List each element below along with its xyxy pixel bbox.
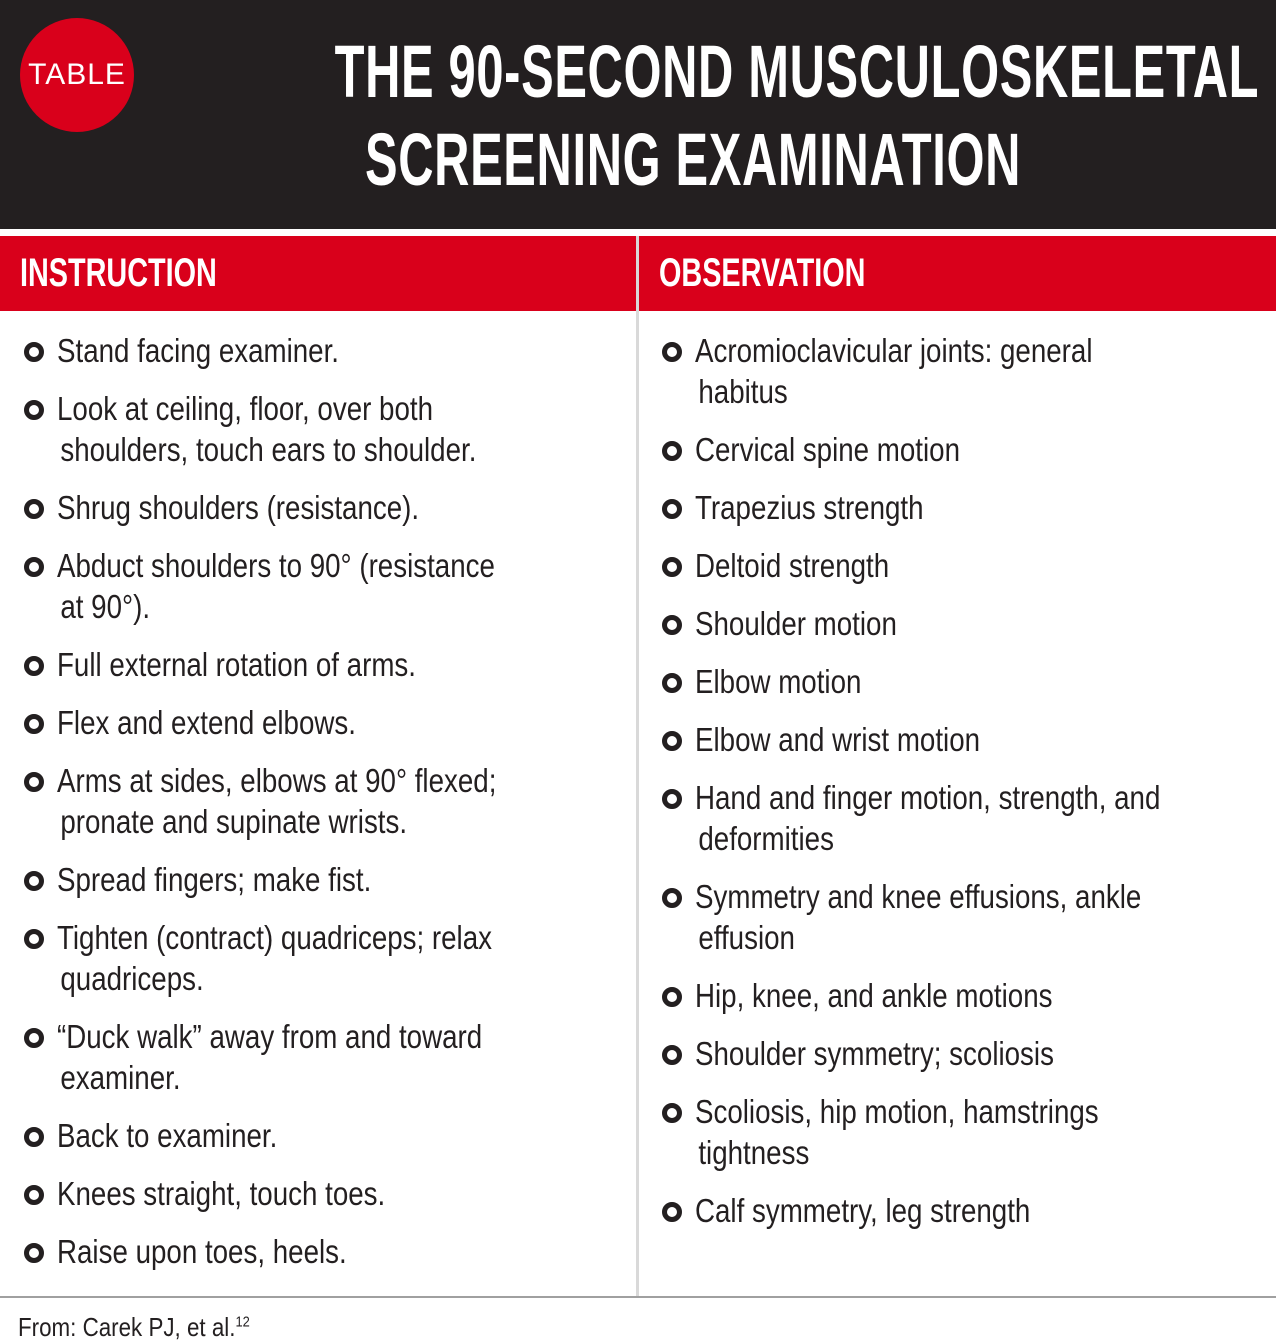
instruction-item xyxy=(22,1231,622,1272)
column-header-observation-label: OBSERVATION xyxy=(659,251,866,295)
table-bottom-rule xyxy=(0,1296,1276,1298)
page-title-line-1: THE 90-SECOND MUSCULOSKELETAL xyxy=(334,30,1260,113)
bullet-icon xyxy=(662,1045,682,1065)
observation-item xyxy=(660,1033,1260,1074)
bullet-icon xyxy=(662,1103,682,1123)
observation-item-text: effusion xyxy=(698,919,795,956)
instruction-item xyxy=(22,1173,622,1214)
instruction-item xyxy=(22,545,622,627)
instruction-item-text: Shrug shoulders (resistance). xyxy=(57,489,420,526)
observation-item-text: Symmetry and knee effusions, ankle xyxy=(695,878,1142,915)
column-header-instruction xyxy=(0,236,636,311)
observation-item-text: Trapezius strength xyxy=(695,489,924,526)
bullet-icon xyxy=(662,673,682,693)
bullet-icon xyxy=(24,1028,44,1048)
bullet-icon xyxy=(24,656,44,676)
instruction-item xyxy=(22,917,622,999)
header-gap xyxy=(0,229,1276,236)
bullet-icon xyxy=(24,1243,44,1263)
bullet-icon xyxy=(662,499,682,519)
observation-item-text: Elbow motion xyxy=(695,663,862,700)
observation-item-text: Hand and finger motion, strength, and xyxy=(695,779,1161,816)
column-header-observation xyxy=(639,236,1276,311)
instruction-list xyxy=(22,330,622,1289)
bullet-icon xyxy=(24,400,44,420)
bullet-icon xyxy=(662,557,682,577)
instruction-item xyxy=(22,760,622,842)
instruction-item-text: Raise upon toes, heels. xyxy=(57,1233,347,1270)
observation-item-text: Cervical spine motion xyxy=(695,431,960,468)
instruction-item-text: Tighten (contract) quadriceps; relax xyxy=(57,919,493,956)
observation-item-text: deformities xyxy=(698,820,834,857)
instruction-item-text: Spread fingers; make fist. xyxy=(57,861,372,898)
instruction-item-text: Look at ceiling, floor, over both xyxy=(57,390,434,427)
bullet-icon xyxy=(24,1185,44,1205)
observation-item-text: Hip, knee, and ankle motions xyxy=(695,977,1053,1014)
observation-item xyxy=(660,661,1260,702)
bullet-icon xyxy=(662,888,682,908)
observation-item-text: habitus xyxy=(698,373,788,410)
instruction-item-text: shoulders, touch ears to shoulder. xyxy=(60,431,477,468)
observation-item xyxy=(660,487,1260,528)
bullet-icon xyxy=(24,499,44,519)
bullet-icon xyxy=(24,871,44,891)
instruction-item-text: Stand facing examiner. xyxy=(57,332,340,369)
bullet-icon xyxy=(24,714,44,734)
bullet-icon xyxy=(24,772,44,792)
table-badge xyxy=(20,18,134,132)
bullet-icon xyxy=(662,342,682,362)
instruction-item-text: Full external rotation of arms. xyxy=(57,646,416,683)
observation-item-text: Calf symmetry, leg strength xyxy=(695,1192,1031,1229)
bullet-icon xyxy=(24,1127,44,1147)
observation-item xyxy=(660,975,1260,1016)
column-header-instruction-label: INSTRUCTION xyxy=(20,251,217,295)
instruction-item-text: “Duck walk” away from and toward xyxy=(57,1018,483,1055)
instruction-item-text: quadriceps. xyxy=(60,960,204,997)
observation-item-text: tightness xyxy=(698,1134,810,1171)
bullet-icon xyxy=(662,615,682,635)
instruction-item xyxy=(22,1016,622,1098)
page-title xyxy=(150,28,1260,204)
observation-item xyxy=(660,719,1260,760)
source-citation-ref: 12 xyxy=(235,1313,250,1331)
instruction-item-text: examiner. xyxy=(60,1059,181,1096)
observation-item-text: Scoliosis, hip motion, hamstrings xyxy=(695,1093,1099,1130)
instruction-item xyxy=(22,487,622,528)
observation-item-text: Shoulder symmetry; scoliosis xyxy=(695,1035,1054,1072)
instruction-item-text: Abduct shoulders to 90° (resistance xyxy=(57,547,495,584)
bullet-icon xyxy=(662,789,682,809)
bullet-icon xyxy=(24,557,44,577)
title-banner xyxy=(0,0,1276,229)
column-divider xyxy=(636,236,639,1298)
instruction-item xyxy=(22,644,622,685)
observation-item xyxy=(660,1190,1260,1231)
source-citation xyxy=(18,1312,250,1343)
instruction-item-text: Knees straight, touch toes. xyxy=(57,1175,386,1212)
observation-item-text: Acromioclavicular joints: general xyxy=(695,332,1093,369)
observation-item xyxy=(660,545,1260,586)
bullet-icon xyxy=(24,929,44,949)
instruction-item xyxy=(22,388,622,470)
page-title-line-2: SCREENING EXAMINATION xyxy=(364,118,1022,201)
observation-item xyxy=(660,876,1260,958)
bullet-icon xyxy=(662,987,682,1007)
instruction-item-text: at 90°). xyxy=(60,588,151,625)
instruction-item-text: pronate and supinate wrists. xyxy=(60,803,408,840)
observation-item xyxy=(660,603,1260,644)
instruction-item xyxy=(22,330,622,371)
observation-item xyxy=(660,1091,1260,1173)
source-citation-text: From: Carek PJ, et al. xyxy=(18,1312,236,1342)
instruction-item-text: Flex and extend elbows. xyxy=(57,704,356,741)
instruction-item-text: Back to examiner. xyxy=(57,1117,278,1154)
observation-item-text: Elbow and wrist motion xyxy=(695,721,981,758)
observation-item-text: Shoulder motion xyxy=(695,605,897,642)
instruction-item xyxy=(22,859,622,900)
bullet-icon xyxy=(24,342,44,362)
observation-item xyxy=(660,777,1260,859)
bullet-icon xyxy=(662,1202,682,1222)
observation-item-text: Deltoid strength xyxy=(695,547,890,584)
observation-item xyxy=(660,330,1260,412)
observation-list xyxy=(660,330,1260,1248)
instruction-item-text: Arms at sides, elbows at 90° flexed; xyxy=(57,762,497,799)
bullet-icon xyxy=(662,441,682,461)
observation-item xyxy=(660,429,1260,470)
instruction-item xyxy=(22,1115,622,1156)
bullet-icon xyxy=(662,731,682,751)
instruction-item xyxy=(22,702,622,743)
table-badge-label: TABLE xyxy=(28,58,126,91)
